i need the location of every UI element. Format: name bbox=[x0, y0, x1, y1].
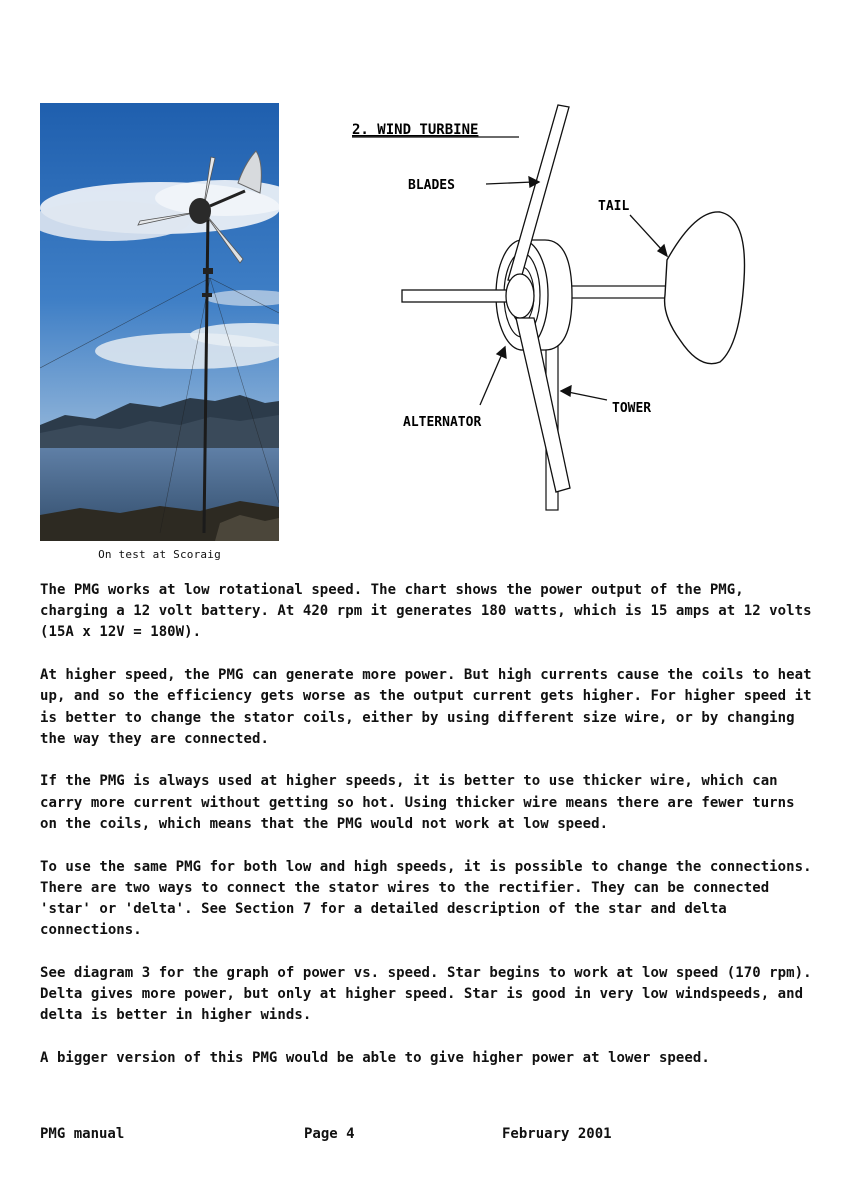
label-tower: TOWER bbox=[612, 401, 652, 416]
diagram-svg bbox=[340, 100, 760, 520]
left-blade-shape bbox=[402, 290, 508, 302]
wind-turbine-diagram bbox=[340, 100, 760, 520]
label-blades: BLADES bbox=[408, 178, 455, 193]
diagram-title: 2. WIND TURBINE bbox=[352, 122, 479, 138]
page-footer bbox=[40, 1126, 816, 1146]
footer-page-number: Page 4 bbox=[304, 1126, 355, 1142]
turbine-photo bbox=[40, 103, 279, 541]
turbine-photo-image bbox=[40, 103, 279, 541]
hub-shape bbox=[506, 274, 534, 318]
photo-caption: On test at Scoraig bbox=[98, 548, 221, 561]
footer-doc-title: PMG manual bbox=[40, 1126, 125, 1142]
label-alternator: ALTERNATOR bbox=[403, 415, 482, 430]
paragraph-6: A bigger version of this PMG would be able to give higher power at lower speed. bbox=[40, 1049, 710, 1066]
paragraph-5: See diagram 3 for the graph of power vs. speed. Star begins to work at low speed (170 rpm). Delta gives more power, but only at higher speed. Star is good in very low windspeeds, and delta is better in higher winds. bbox=[40, 964, 812, 1024]
footer-date: February 2001 bbox=[502, 1126, 612, 1142]
paragraph-1: The PMG works at low rotational speed. The chart shows the power output of the PMG, charging a 12 volt battery. At 420 rpm it generates 180 watts, which is 15 amps at 12 volts (15A x 12V = 180W). bbox=[40, 582, 812, 641]
label-tail: TAIL bbox=[598, 199, 630, 214]
paragraph-2: At higher speed, the PMG can generate more power. But high currents cause the coils to heat up, and so the efficiency gets worse as the output current gets higher. For higher speed it is better to change the stator coils, either by using different size wire, or by changing the way they are connected. bbox=[40, 667, 812, 747]
paragraph-3: If the PMG is always used at higher speeds, it is better to use thicker wire, which can carry more current without getting so hot. Using thicker wire means there are fewer turns on the coils, which means that the PMG would not work at low speed. bbox=[40, 773, 795, 832]
body-text bbox=[40, 580, 816, 1091]
tail-vane-shape bbox=[665, 212, 745, 364]
paragraph-4: To use the same PMG for both low and high speeds, it is possible to change the connections. There are two ways to connect the stator wires to the rectifier. They can be connected 'star' or 'delta'. See Section 7 for a detailed description of the star and delta connections. bbox=[40, 858, 812, 939]
